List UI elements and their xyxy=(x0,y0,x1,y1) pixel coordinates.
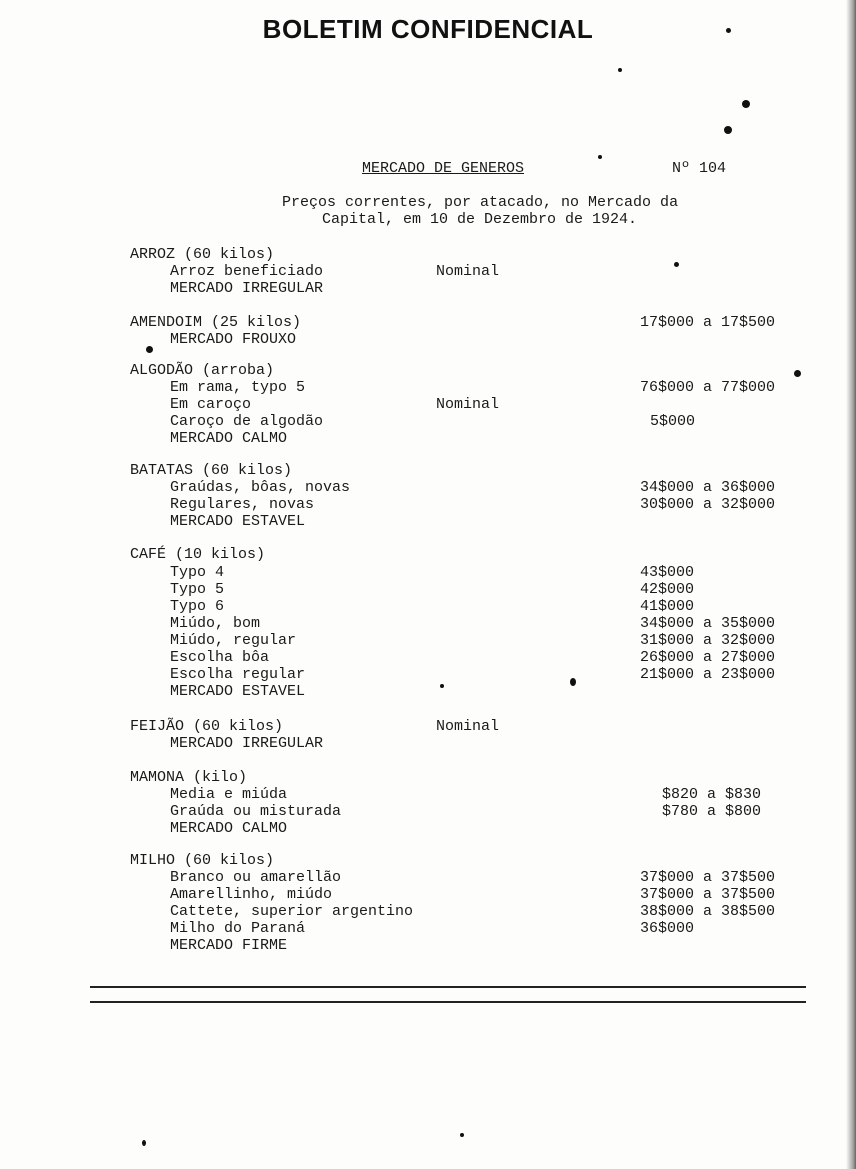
item-label: Milho do Paraná xyxy=(170,920,306,937)
item-label: Regulares, novas xyxy=(170,496,315,513)
category-title-mamona: MAMONA (kilo) xyxy=(130,769,248,786)
price-value: 21$000 a 23$000 xyxy=(640,666,776,683)
market-status: MERCADO ESTAVEL xyxy=(170,513,306,530)
nominal-label: Nominal xyxy=(436,718,500,735)
market-status: MERCADO CALMO xyxy=(170,430,288,447)
ink-speck xyxy=(724,126,732,134)
item-label: Amarellinho, miúdo xyxy=(170,886,333,903)
category-title-amendoim: AMENDOIM (25 kilos) xyxy=(130,314,302,331)
nominal-label: Nominal xyxy=(436,263,500,280)
price-value: 42$000 xyxy=(640,581,695,598)
item-label: Miúdo, regular xyxy=(170,632,297,649)
item-label: Typo 4 xyxy=(170,564,225,581)
price-value: 5$000 xyxy=(650,413,696,430)
ink-speck xyxy=(598,155,602,159)
item-label: Typo 6 xyxy=(170,598,225,615)
price-value: 34$000 a 35$000 xyxy=(640,615,776,632)
intro-text xyxy=(282,194,678,228)
price-value: 30$000 a 32$000 xyxy=(640,496,776,513)
ink-speck xyxy=(794,370,801,377)
price-value: 34$000 a 36$000 xyxy=(640,479,776,496)
market-status: MERCADO ESTAVEL xyxy=(170,683,306,700)
item-label: Em rama, typo 5 xyxy=(170,379,306,396)
price-value: 41$000 xyxy=(640,598,695,615)
category-title-milho: MILHO (60 kilos) xyxy=(130,852,275,869)
item-label: Typo 5 xyxy=(170,581,225,598)
category-title-arroz: ARROZ (60 kilos) xyxy=(130,246,275,263)
category-title-algodao: ALGODÃO (arroba) xyxy=(130,362,275,379)
nominal-label: Nominal xyxy=(436,396,500,413)
footer-rule-bottom xyxy=(90,1001,806,1003)
price-value: 76$000 a 77$000 xyxy=(640,379,776,396)
footer-rule-top xyxy=(90,986,806,988)
ink-speck xyxy=(618,68,622,72)
market-status: MERCADO IRREGULAR xyxy=(170,735,324,752)
item-label: Cattete, superior argentino xyxy=(170,903,414,920)
price-value: 38$000 a 38$500 xyxy=(640,903,776,920)
market-status: MERCADO FIRME xyxy=(170,937,288,954)
category-title-feijao: FEIJÃO (60 kilos) xyxy=(130,718,284,735)
market-status: MERCADO CALMO xyxy=(170,820,288,837)
item-label: Branco ou amarellão xyxy=(170,869,342,886)
bulletin-number: Nº 104 xyxy=(672,160,727,177)
item-label: Graúdas, bôas, novas xyxy=(170,479,351,496)
price-value: 26$000 a 27$000 xyxy=(640,649,776,666)
price-value: 17$000 a 17$500 xyxy=(640,314,776,331)
price-value: 36$000 xyxy=(640,920,695,937)
section-heading: MERCADO DE GENEROS xyxy=(362,160,525,177)
ink-speck xyxy=(142,1140,146,1146)
ink-speck xyxy=(570,678,576,686)
price-value: $820 a $830 xyxy=(662,786,762,803)
ink-speck xyxy=(460,1133,464,1137)
item-label: Em caroço xyxy=(170,396,252,413)
item-label: Arroz beneficiado xyxy=(170,263,324,280)
price-value: 37$000 a 37$500 xyxy=(640,886,776,903)
ink-speck xyxy=(674,262,679,267)
scan-edge-shadow xyxy=(846,0,856,1169)
price-value: 31$000 a 32$000 xyxy=(640,632,776,649)
category-title-batatas: BATATAS (60 kilos) xyxy=(130,462,293,479)
market-status: MERCADO FROUXO xyxy=(170,331,297,348)
item-label: Media e miúda xyxy=(170,786,288,803)
ink-speck xyxy=(146,346,153,353)
item-label: Graúda ou misturada xyxy=(170,803,342,820)
item-label: Escolha bôa xyxy=(170,649,270,666)
category-title-cafe: CAFÉ (10 kilos) xyxy=(130,546,266,563)
price-value: $780 a $800 xyxy=(662,803,762,820)
intro-line-2: Capital, em 10 de Dezembro de 1924. xyxy=(322,211,638,228)
ink-speck xyxy=(440,684,444,688)
document-title: BOLETIM CONFIDENCIAL xyxy=(262,14,594,44)
price-value: 43$000 xyxy=(640,564,695,581)
item-label: Escolha regular xyxy=(170,666,306,683)
ink-speck xyxy=(726,28,731,33)
item-label: Miúdo, bom xyxy=(170,615,261,632)
ink-speck xyxy=(742,100,750,108)
intro-line-1: Preços correntes, por atacado, no Mercado da xyxy=(282,194,679,211)
item-label: Caroço de algodão xyxy=(170,413,324,430)
market-status: MERCADO IRREGULAR xyxy=(170,280,324,297)
price-value: 37$000 a 37$500 xyxy=(640,869,776,886)
